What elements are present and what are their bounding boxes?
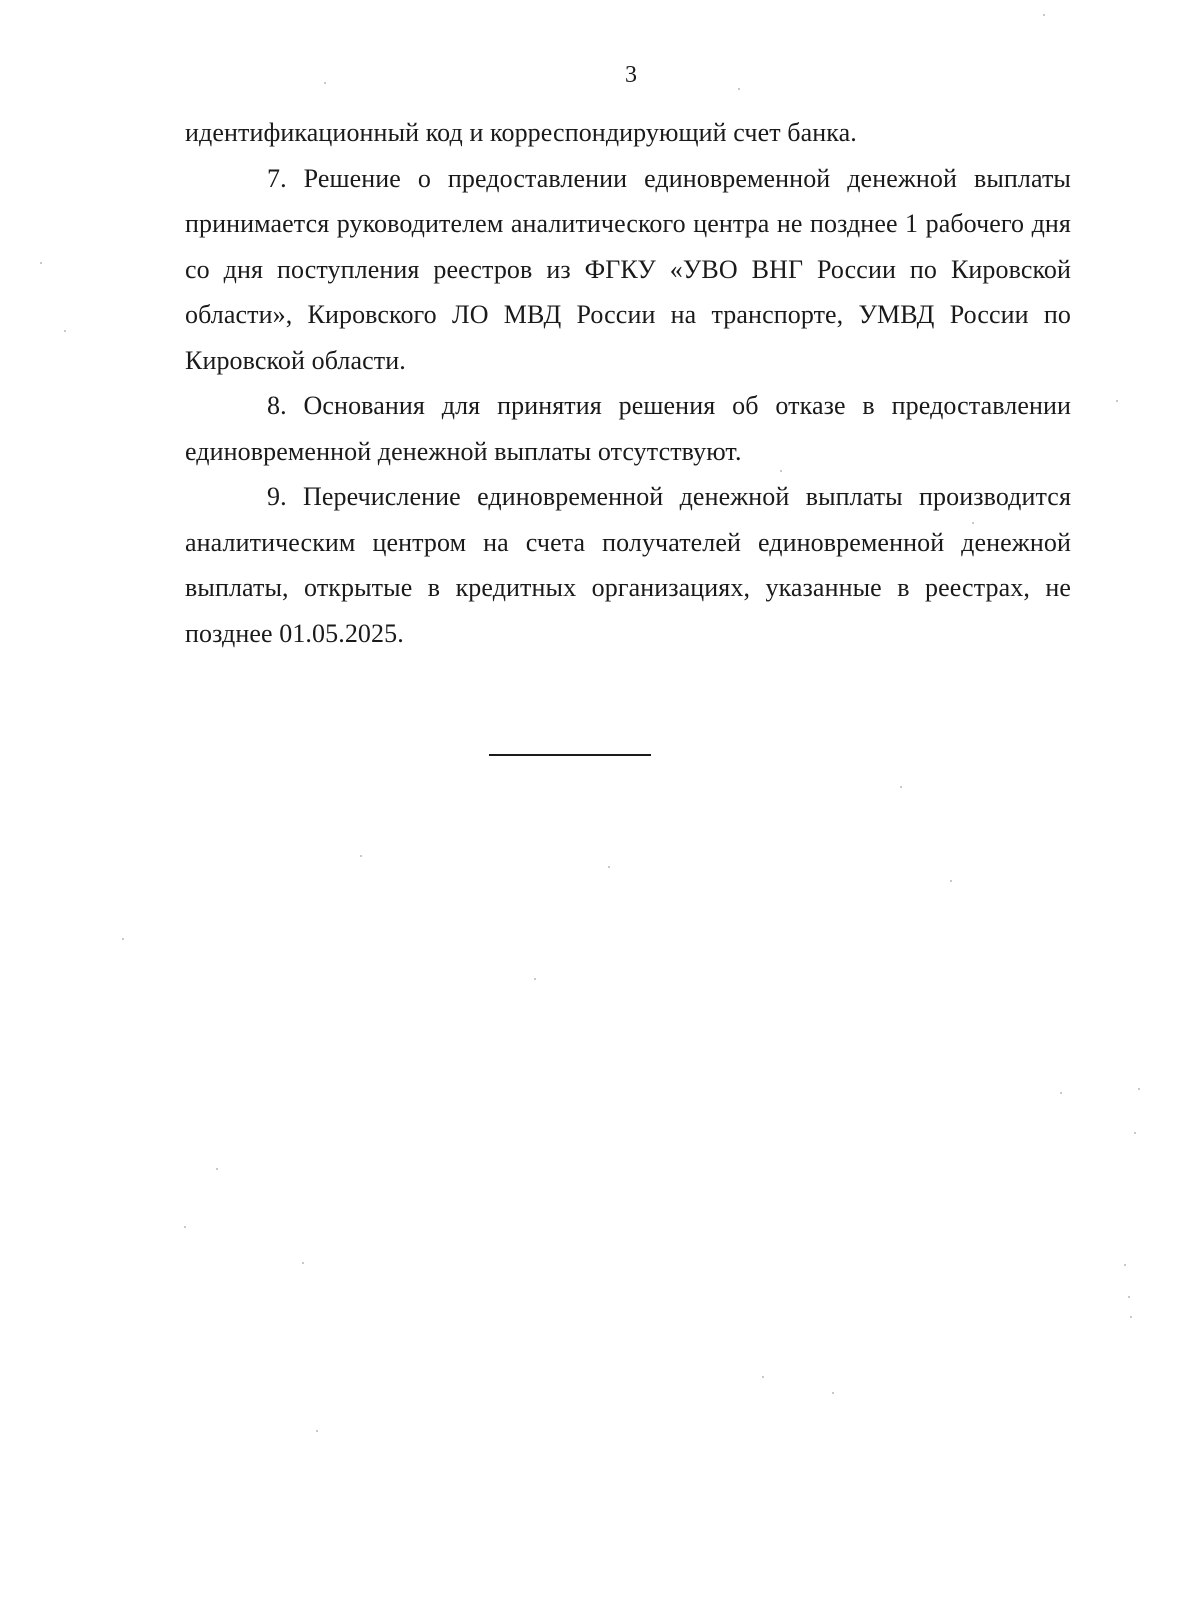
paragraph-item-8: 8. Основания для принятия решения об отказе в предоставлении единовременной денежной выплаты отсутствуют. xyxy=(185,391,1071,466)
scan-speck xyxy=(1138,1088,1140,1090)
scan-speck xyxy=(184,1226,186,1228)
scan-speck xyxy=(1128,1296,1130,1298)
scan-speck xyxy=(738,88,740,90)
paragraph-item-7: 7. Решение о предоставлении единовременной денежной выплаты принимается руководителем аналитического центра не позднее 1 рабочего дня со дня поступления реестров из ФГКУ «УВО ВНГ России по Кировской области», Кировского ЛО МВД России на транспорте, УМВД России по Кировской области. xyxy=(185,163,1071,375)
scan-speck xyxy=(302,1262,304,1264)
document-body xyxy=(185,110,1071,656)
scan-speck xyxy=(780,470,782,472)
scan-speck xyxy=(64,330,66,332)
scan-speck xyxy=(534,978,536,980)
scan-speck xyxy=(122,938,124,940)
scan-speck xyxy=(316,1430,318,1432)
scan-speck xyxy=(360,855,362,857)
scan-speck xyxy=(1124,1264,1126,1266)
end-of-text-divider xyxy=(489,754,651,756)
scan-speck xyxy=(972,522,974,524)
scan-speck xyxy=(950,880,952,882)
scan-speck xyxy=(216,1168,218,1170)
scan-speck xyxy=(40,262,42,264)
scan-speck xyxy=(1130,1316,1132,1318)
scan-speck xyxy=(1134,1132,1136,1134)
scan-speck xyxy=(832,1392,834,1394)
page-number: 3 xyxy=(625,62,637,88)
scan-speck xyxy=(762,1376,764,1378)
scan-speck xyxy=(1060,1092,1062,1094)
scan-speck xyxy=(1116,400,1118,402)
paragraph-continuation: идентификационный код и корреспондирующий счет банка. xyxy=(185,118,857,147)
scan-speck xyxy=(608,866,610,868)
scan-speck xyxy=(1043,14,1045,16)
paragraph-item-9: 9. Перечисление единовременной денежной выплаты производится аналитическим центром на счета получателей единовременной денежной выплаты, открытые в кредитных организациях, указанные в реестрах, не позднее 01.05.2025. xyxy=(185,482,1071,648)
scan-speck xyxy=(324,82,326,84)
scan-speck xyxy=(900,786,902,788)
